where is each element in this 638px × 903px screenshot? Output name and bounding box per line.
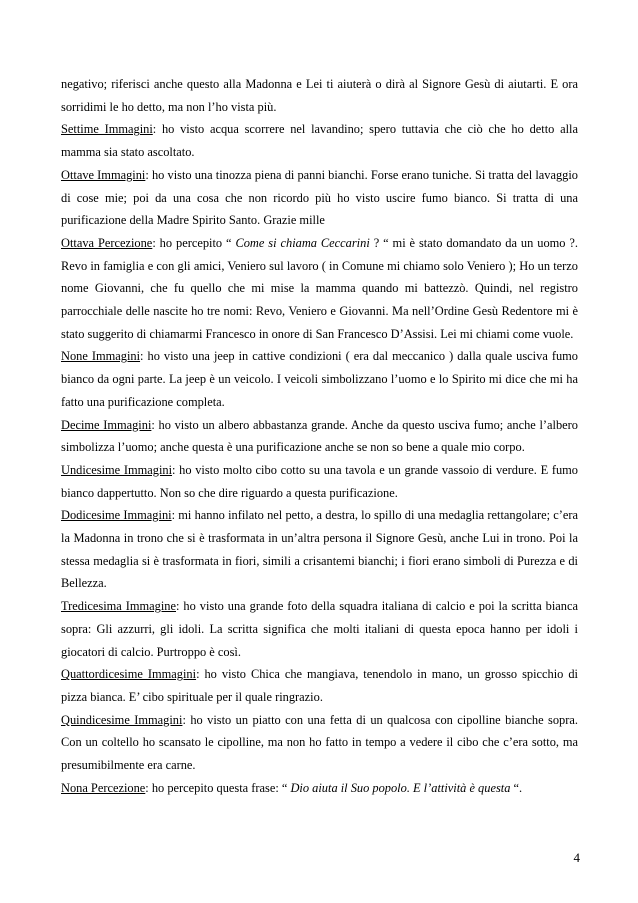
paragraph	[61, 459, 578, 504]
section-heading: Ottave Immagini	[61, 167, 146, 182]
paragraph-text: ? “ mi è stato domandato da un uomo ?. Revo in famiglia e con gli amici, Veniero sul lavoro ( in Comune mi chiamo solo Veniero ); Ho un terzo nome Giovanni, che fu quello che mi mise la mamma quando mi battezzò. Quindi, nel registro parrocchiale delle nascite ho tre nomi: Revo, Veniero e Giovanni. Ma nell’Ordine Gesù Redentore mi è stato suggerito di chiamarmi Francesco in onore di San Francesco D’Assisi. Lei mi chiami come vuole.	[61, 235, 578, 341]
paragraph-text: : ho visto molto cibo cotto su una tavola e un grande vassoio di verdure. E fumo bianco dappertutto. Non so che dire riguardo a questa purificazione.	[61, 462, 578, 500]
paragraph-text: : ho percepito “	[152, 235, 236, 250]
paragraph-text: : ho visto una jeep in cattive condizioni ( era dal meccanico ) dalla quale usciva fumo bianco da ogni parte. La jeep è un veicolo. I veicoli simbolizzano l’uomo e lo Spirito mi dice che mi ha fatto una purificazione completa.	[61, 349, 578, 409]
section-heading: Tredicesima Immagine	[61, 599, 176, 614]
paragraph	[61, 595, 578, 663]
paragraph	[61, 73, 578, 118]
paragraph-text: : ho visto Chica che mangiava, tenendolo in mano, un grosso spicchio di pizza bianca. E’ cibo spirituale per il quale ringrazio.	[61, 667, 578, 704]
paragraph-text: : mi hanno infilato nel petto, a destra, lo spillo di una medaglia rettangolare; c’era la Madonna in trono che si è trasformata in un’altra persona il Signore Gesù, anche Lui in trono. Poi la stessa medaglia si è trasformata in fiori, simili a crisantemi bianchi; i fiori erano simboli di Purezza e di Bellezza.	[61, 508, 578, 591]
section-heading: Nona Percezione	[61, 780, 146, 795]
paragraph-text: : ho visto un piatto con una fetta di un qualcosa con cipolline bianche sopra. Con un coltello ho scansato le cipolline, ma non ho fatto in tempo a vedere il cibo che c’era sotto, ma presumibilmente era carne.	[61, 712, 578, 773]
paragraph	[61, 663, 578, 708]
paragraph	[61, 164, 578, 232]
page-number: 4	[573, 850, 580, 865]
section-heading: Ottava Percezione	[61, 235, 153, 250]
paragraph	[61, 345, 578, 413]
section-heading: Quindicesime Immagini	[61, 712, 183, 727]
italic-quote: Come si chiama Ceccarini	[235, 235, 370, 250]
paragraph	[61, 118, 578, 163]
italic-quote: Dio aiuta il Suo popolo. E l’attività è questa	[290, 780, 511, 795]
paragraph	[61, 777, 578, 800]
body-text	[61, 73, 578, 800]
paragraph	[61, 504, 578, 595]
paragraph-text: : ho visto una tinozza piena di panni bianchi. Forse erano tuniche. Si tratta del lavaggio di cose mie; poi da una cosa che non ricordo più ho visto uscire fumo bianco. Si tratta di una purificazione della Madre Spirito Santo. Grazie mille	[61, 167, 578, 228]
section-heading: Dodicesime Immagini	[61, 508, 172, 523]
section-heading: None Immagini	[61, 349, 141, 364]
paragraph-text: : ho visto un albero abbastanza grande. Anche da questo usciva fumo; anche l’albero simbolizza l’uomo; anche questa è una purificazione anche se non so bene a quale mio corpo.	[61, 417, 578, 455]
section-heading: Undicesime Immagini	[61, 462, 173, 477]
section-heading: Quattordicesime Immagini	[61, 667, 197, 682]
section-heading: Decime Immagini	[61, 417, 152, 432]
paragraph	[61, 232, 578, 346]
paragraph-text: : ho percepito questa frase: “	[145, 780, 291, 795]
paragraph-text: “.	[510, 780, 523, 795]
paragraph	[61, 709, 578, 777]
paragraph-text: negativo; riferisci anche questo alla Madonna e Lei ti aiuterà o dirà al Signore Gesù di aiutarti. E ora sorridimi le ho detto, ma non l’ho vista più.	[61, 77, 578, 114]
section-heading: Settime Immagini	[61, 122, 153, 137]
paragraph-text: : ho visto una grande foto della squadra italiana di calcio e poi la scritta bianca sopra: Gli azzurri, gli idoli. La scritta significa che molti italiani di questa epoca hanno per idoli i giocatori di calcio. Purtroppo è così.	[61, 599, 578, 659]
paragraph	[61, 414, 578, 459]
paragraph-text: : ho visto acqua scorrere nel lavandino; spero tuttavia che ciò che ho detto alla mamma sia stato ascoltato.	[61, 122, 578, 160]
